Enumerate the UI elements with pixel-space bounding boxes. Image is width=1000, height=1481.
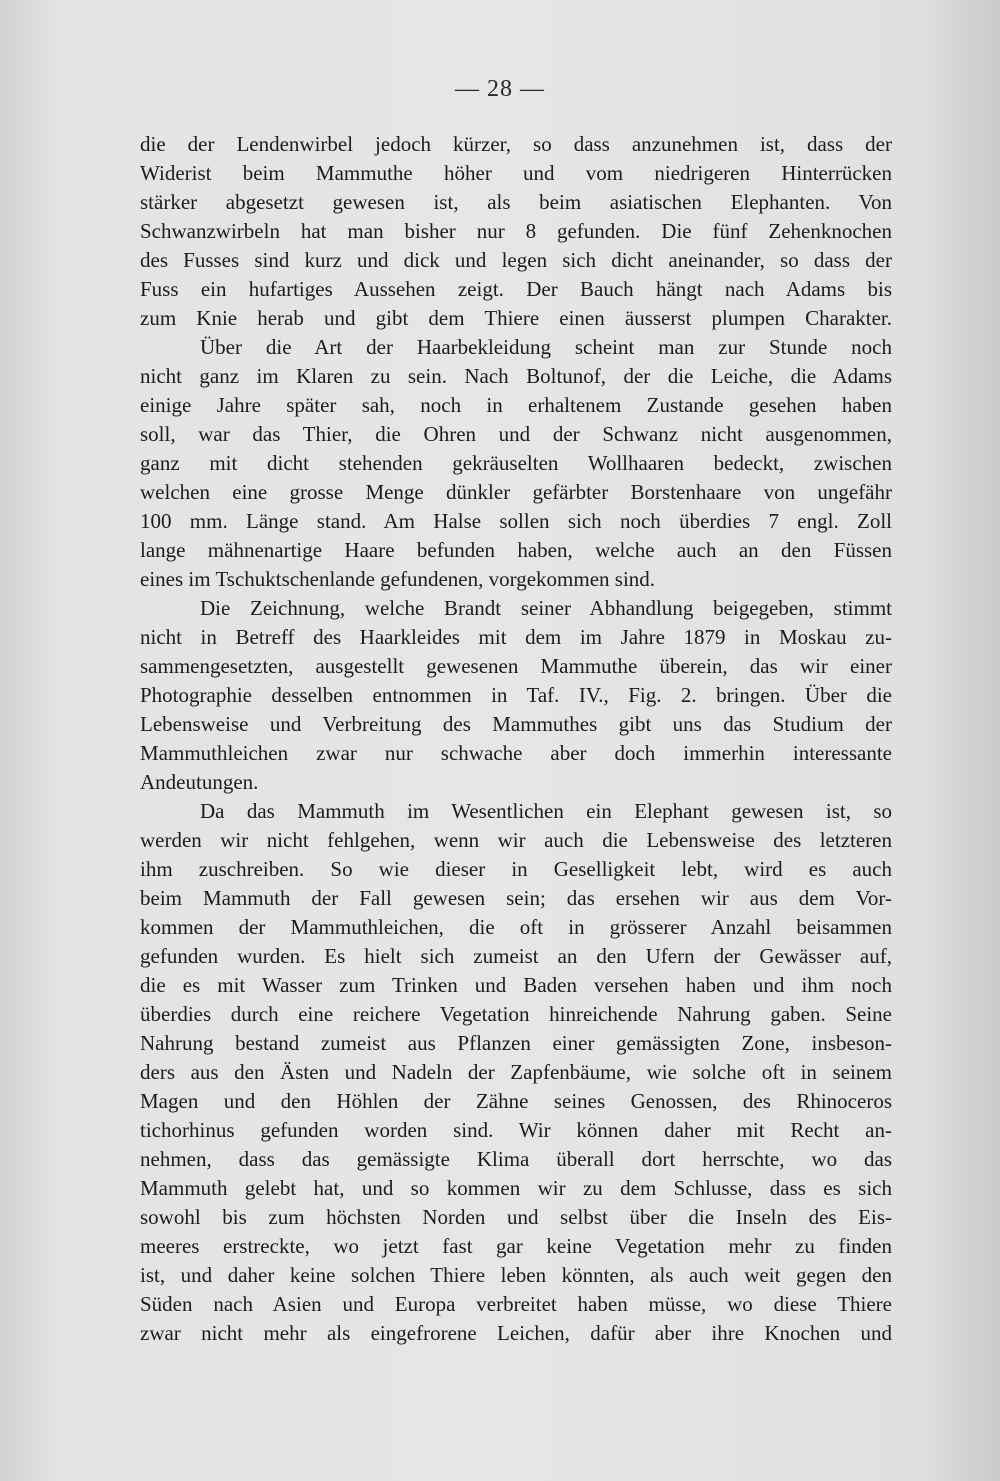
text-line: Widerist beim Mammuthe höher und vom niedrigeren Hinterrücken [140, 161, 892, 185]
text-line: nehmen, dass das gemässigte Klima überall dort herrschte, wo das [140, 1147, 892, 1171]
text-line: ist, und daher keine solchen Thiere leben könnten, als auch weit gegen den [140, 1263, 892, 1287]
text-line: tichorhinus gefunden worden sind. Wir können daher mit Recht an- [140, 1118, 892, 1142]
text-line: zum Knie herab und gibt dem Thiere einen äusserst plumpen Charakter. [140, 306, 892, 330]
page-number: — 28 — [455, 76, 545, 102]
text-line: die es mit Wasser zum Trinken und Baden versehen haben und ihm noch [140, 973, 892, 997]
text-line: Lebensweise und Verbreitung des Mammuthes gibt uns das Studium der [140, 712, 892, 736]
text-line: die der Lendenwirbel jedoch kürzer, so dass anzunehmen ist, dass der [140, 132, 892, 156]
text-line: lange mähnenartige Haare befunden haben, welche auch an den Füssen [140, 538, 892, 562]
text-line: Mammuthleichen zwar nur schwache aber doch immerhin interessante [140, 741, 892, 765]
text-line: des Fusses sind kurz und dick und legen sich dicht aneinander, so dass der [140, 248, 892, 272]
text-line: einige Jahre später sah, noch in erhaltenem Zustande gesehen haben [140, 393, 892, 417]
text-line: gefunden wurden. Es hielt sich zumeist an den Ufern der Gewässer auf, [140, 944, 892, 968]
text-line: welchen eine grosse Menge dünkler gefärbter Borstenhaare von ungefähr [140, 480, 892, 504]
text-line: nicht ganz im Klaren zu sein. Nach Boltunof, der die Leiche, die Adams [140, 364, 892, 388]
text-line: Magen und den Höhlen der Zähne seines Genossen, des Rhinoceros [140, 1089, 892, 1113]
text-line: Fuss ein hufartiges Aussehen zeigt. Der Bauch hängt nach Adams bis [140, 277, 892, 301]
body-text [140, 130, 892, 1348]
text-line: beim Mammuth der Fall gewesen sein; das ersehen wir aus dem Vor- [140, 886, 892, 910]
text-line: ganz mit dicht stehenden gekräuselten Wollhaaren bedeckt, zwischen [140, 451, 892, 475]
text-line: Da das Mammuth im Wesentlichen ein Elephant gewesen ist, so [200, 799, 892, 823]
text-line: stärker abgesetzt gewesen ist, als beim asiatischen Elephanten. Von [140, 190, 892, 214]
text-line: überdies durch eine reichere Vegetation hinreichende Nahrung gaben. Seine [140, 1002, 892, 1026]
text-line: Süden nach Asien und Europa verbreitet haben müsse, wo diese Thiere [140, 1292, 892, 1316]
text-line: sowohl bis zum höchsten Norden und selbst über die Inseln des Eis- [140, 1205, 892, 1229]
text-line: ihm zuschreiben. So wie dieser in Geselligkeit lebt, wird es auch [140, 857, 892, 881]
text-line: 100 mm. Länge stand. Am Halse sollen sich noch überdies 7 engl. Zoll [140, 509, 892, 533]
text-line: Die Zeichnung, welche Brandt seiner Abhandlung beigegeben, stimmt [200, 596, 892, 620]
text-line: sammengesetzten, ausgestellt gewesenen Mammuthe überein, das wir einer [140, 654, 892, 678]
text-line: nicht in Betreff des Haarkleides mit dem im Jahre 1879 in Moskau zu- [140, 625, 892, 649]
text-line: Über die Art der Haarbekleidung scheint man zur Stunde noch [200, 335, 892, 359]
text-line: Photographie desselben entnommen in Taf. IV., Fig. 2. bringen. Über die [140, 683, 892, 707]
text-line: Andeutungen. [140, 770, 259, 794]
text-line: eines im Tschuktschenlande gefundenen, vorgekommen sind. [140, 567, 656, 591]
text-line: Schwanzwirbeln hat man bisher nur 8 gefunden. Die fünf Zehenknochen [140, 219, 892, 243]
text-line: ders aus den Ästen und Nadeln der Zapfenbäume, wie solche oft in seinem [140, 1060, 892, 1084]
text-line: meeres erstreckte, wo jetzt fast gar keine Vegetation mehr zu finden [140, 1234, 892, 1258]
text-line: Mammuth gelebt hat, und so kommen wir zu dem Schlusse, dass es sich [140, 1176, 892, 1200]
text-line: soll, war das Thier, die Ohren und der Schwanz nicht ausgenommen, [140, 422, 892, 446]
text-line: Nahrung bestand zumeist aus Pflanzen einer gemässigten Zone, insbeson- [140, 1031, 892, 1055]
text-line: kommen der Mammuthleichen, die oft in grösserer Anzahl beisammen [140, 915, 892, 939]
text-line: werden wir nicht fehlgehen, wenn wir auch die Lebensweise des letzteren [140, 828, 892, 852]
text-line: zwar nicht mehr als eingefrorene Leichen, dafür aber ihre Knochen und [140, 1321, 892, 1345]
